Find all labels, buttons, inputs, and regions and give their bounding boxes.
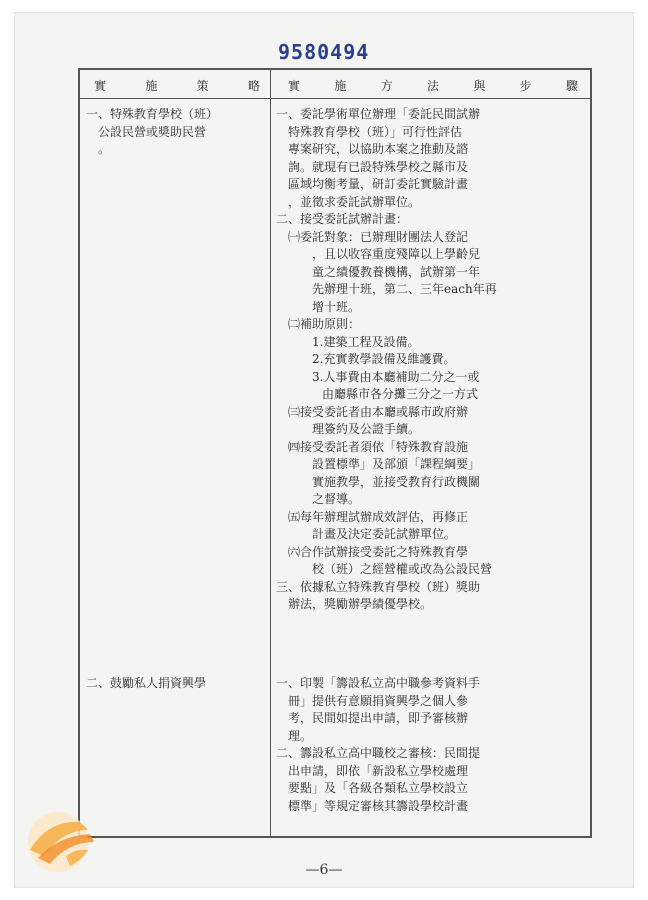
text-line: ，並徵求委託試辦單位。 (288, 194, 421, 209)
header-char: 策 (196, 79, 209, 93)
text-line: ㈡補助原則： (288, 317, 361, 331)
archive-logo-icon (18, 800, 110, 882)
text-line: 增十班。 (312, 299, 361, 314)
text-line: 辦法，獎勵辦學績優學校。 (288, 597, 433, 611)
header-char: 略 (247, 79, 260, 93)
header-strategy (94, 77, 260, 94)
table-header (80, 70, 590, 99)
text-line: 特殊教育學校（班）」可行性評估 (288, 124, 463, 139)
text-line: 一、委託學術單位辦理「委託民間試辦 (276, 107, 481, 121)
text-line: 二、接受委託試辦計畫： (276, 212, 409, 226)
text-line: 之督導。 (312, 492, 361, 506)
text-line: ㈤每年辦理試辦成效評估，再修正 (288, 509, 469, 524)
text-line: 要點」及「各級各類私立學校設立 (288, 781, 469, 795)
text-line: 三、依據私立特殊教育學校（班）獎助 (276, 579, 481, 594)
text-line: 一、特殊教育學校（班） (86, 107, 219, 121)
text-line: 先辦理十班，第二、三年each年再 (312, 282, 497, 296)
strategy-item-2 (86, 675, 264, 693)
text-line: 標準」等規定審核其籌設學校計畫 (288, 798, 469, 813)
text-line: 設置標準」及部頒「課程綱要」 (312, 457, 481, 471)
text-line: 區域均衡考量，研訂委託實驗計畫 (288, 177, 469, 191)
text-line: 專案研究，以協助本案之推動及諮 (288, 142, 469, 156)
header-char: 與 (473, 79, 486, 93)
text-line: 出申請，即依「新設私立學校處理 (288, 763, 469, 778)
text-line: 實施教學，並接受教育行政機關 (312, 474, 481, 489)
text-line: 冊」提供有意願捐資興學之個人參 (288, 693, 469, 708)
header-char: 步 (519, 79, 532, 93)
text-line: ㈣接受委託者須依「特殊教育設施 (288, 439, 469, 454)
text-line: ，且以收容重度殘障以上學齡兒 (312, 247, 481, 261)
header-char: 實 (288, 79, 301, 93)
text-line: 校（班）之經營權或改為公設民營 (312, 562, 493, 576)
header-char: 施 (145, 79, 158, 93)
header-methods (288, 77, 578, 94)
text-line: ㈢接受委託者由本廳或縣市政府辦 (288, 404, 469, 419)
methods-block-1 (276, 106, 588, 614)
text-line: 理。 (288, 728, 313, 743)
header-char: 方 (380, 79, 393, 93)
text-line: 3.人事費由本廳補助二分之一或 (312, 369, 480, 384)
text-line: 。 (98, 142, 111, 156)
header-char: 施 (334, 79, 347, 93)
text-line: 1.建築工程及設備。 (312, 334, 420, 349)
text-line: 童之績優教養機構，試辦第一年 (312, 264, 481, 279)
plan-table (78, 68, 592, 838)
header-char: 法 (426, 79, 439, 93)
page-number: —6— (305, 862, 343, 878)
text-line: 詢。就現有已設特殊學校之縣市及 (288, 159, 469, 174)
text-line: ㈠委託對象：已辦理財團法人登記 (288, 229, 469, 244)
column-divider (270, 70, 271, 836)
text-line: 二、籌設私立高中職校之審核：民間提 (276, 746, 481, 760)
text-line: 公設民營或獎助民營 (98, 124, 207, 139)
text-line: 計畫及決定委託試辦單位。 (312, 527, 457, 541)
methods-block-2 (276, 675, 588, 815)
text-line: 由廳縣市各分攤三分之一方式 (322, 387, 479, 401)
document-page (14, 12, 634, 888)
strategy-item-1 (86, 106, 264, 159)
text-line: 理簽約及公證手續。 (312, 422, 421, 436)
text-line: 二、鼓勵私人捐資興學 (86, 676, 207, 690)
document-number-stamp: 9580494 (278, 40, 370, 64)
text-line: 一、印製「籌設私立高中職參考資料手 (276, 676, 481, 690)
text-line: ㈥合作試辦接受委託之特殊教育學 (288, 544, 469, 559)
header-char: 驟 (565, 79, 578, 93)
header-char: 實 (94, 79, 107, 93)
text-line: 2.充實教學設備及維護費。 (312, 352, 456, 366)
text-line: 考，民間如提出申請，即予審核辦 (288, 711, 469, 725)
